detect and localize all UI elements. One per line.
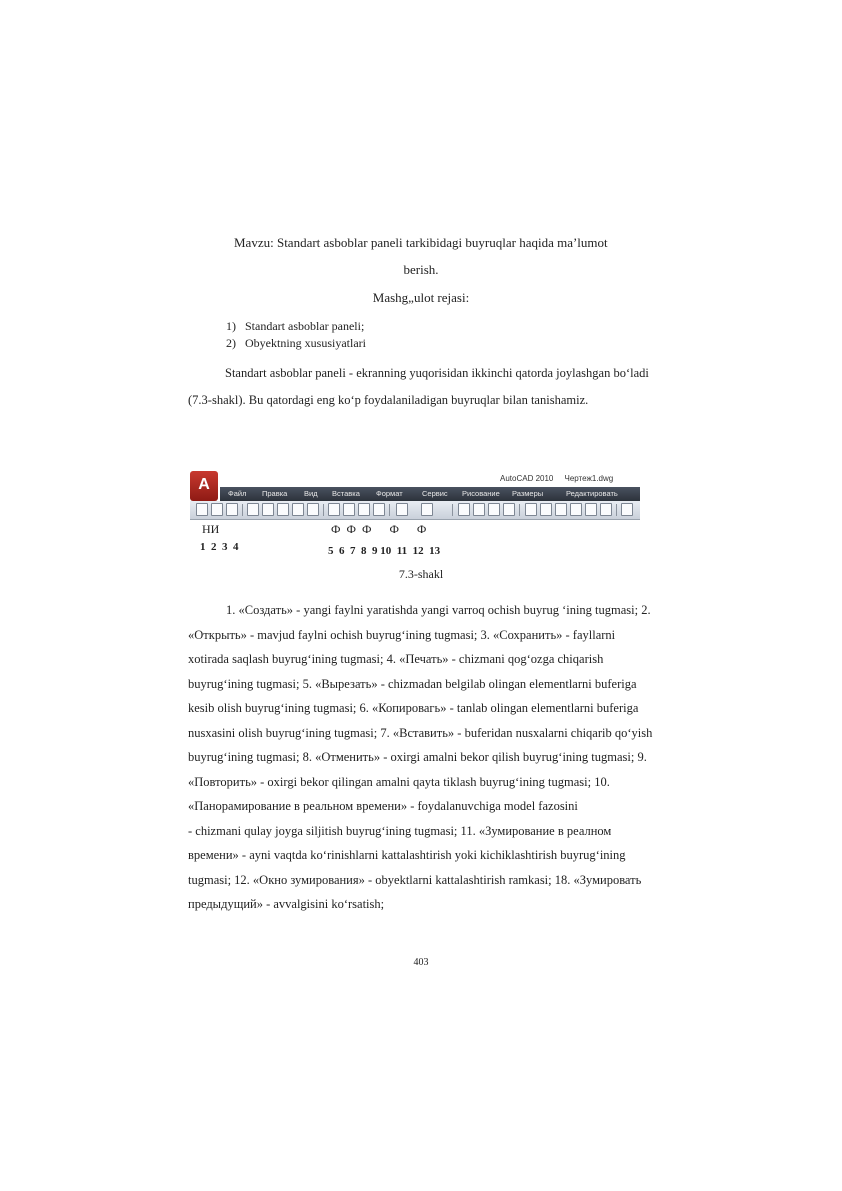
menu-modify: Редактировать <box>566 489 618 498</box>
redo-icon <box>421 503 433 516</box>
body-line: buyrug‘ining tugmasi; 5. «Вырезать» - chizmadan belgilab olingan elementlarni buferiga <box>188 676 637 691</box>
toolbar-separator <box>452 504 453 516</box>
design-center-icon <box>540 503 552 516</box>
open-icon <box>211 503 223 516</box>
button-numbers-right: 5 6 7 8 9 10 11 12 13 <box>328 545 441 557</box>
autocad-screenshot <box>190 471 640 528</box>
menu-insert: Вставка <box>332 489 360 498</box>
document-name: Чертеж1.dwg <box>564 474 614 483</box>
menu-file: Файл <box>228 489 247 498</box>
zoom-window-icon <box>488 503 500 516</box>
toolbar-separator <box>323 504 324 516</box>
title-line-2: berish. <box>403 262 439 277</box>
menu-draw: Рисование <box>462 489 500 498</box>
menu-dimensions: Размеры <box>512 489 544 498</box>
label-glyphs: Ф Ф Ф Ф Ф <box>331 522 427 536</box>
menu-bar <box>220 487 640 501</box>
label-left: НИ <box>202 522 220 536</box>
body-line: «Повторить» - oxirgi bekor qilingan amalni qayta tiklash buyrug‘ining tugmasi; 10. <box>188 774 610 789</box>
menu-format: Формат <box>376 489 403 498</box>
cut-icon <box>328 503 340 516</box>
print-icon <box>247 503 259 516</box>
toolbar-separator <box>519 504 520 516</box>
body-line: предыдущий» - avvalgisini ko‘rsatish; <box>188 897 385 911</box>
tool-palettes-icon <box>555 503 567 516</box>
figure-caption: 7.3-shakl <box>398 567 444 581</box>
body-text <box>188 598 657 917</box>
body-line: nusxasini olish buyrug‘ining tugmasi; 7. «Вставить» - buferidan nusxalarni chiqarib qo‘yish <box>188 725 653 740</box>
title-bar <box>190 471 640 487</box>
plan-heading: Mashg„ulot rejasi: <box>372 290 470 305</box>
app-title <box>500 474 613 483</box>
plan-item <box>226 318 366 335</box>
body-line: «Панорамирование в реальном времени» - foydalanuvchiga model fazosini <box>188 799 578 813</box>
new-icon <box>196 503 208 516</box>
menu-service: Сервис <box>422 489 448 498</box>
calculator-icon <box>600 503 612 516</box>
save-icon <box>226 503 238 516</box>
plan-item-text: Standart asboblar paneli; <box>245 319 365 333</box>
autocad-logo-icon: A <box>190 471 218 501</box>
intro-paragraph <box>188 360 656 414</box>
intro-line-2: (7.3-shakl). Bu qatordagi eng ko‘p foydalaniladigan buyruqlar bilan tanishamiz. <box>188 393 589 407</box>
body-line: kesib olish buyrug‘ining tugmasi; 6. «Копировагь» - tanlab olingan elementlarni buferiga <box>188 701 639 715</box>
paste-icon <box>358 503 370 516</box>
toolbar-separator <box>616 504 617 516</box>
body-line: - chizmani qulay joyga siljitish buyrug‘ining tugmasi; 11. «Зумирование в реалном <box>188 823 612 838</box>
zoom-previous-icon <box>503 503 515 516</box>
plan-item-number: 2) <box>226 336 236 350</box>
plan-item-number: 1) <box>226 319 236 333</box>
page-number: 403 <box>413 957 429 968</box>
body-line: 1. «Создать» - yangi faylni yaratishda yangi varroq ochish buyrug ‘ining tugmasi; 2. <box>226 603 651 617</box>
standard-toolbar <box>190 501 640 520</box>
intro-line-1: Standart asboblar paneli - ekranning yuqorisidan ikkinchi qatorda joylashgan bo‘ladi <box>225 366 649 380</box>
title-line-1: Mavzu: Standart asboblar paneli tarkibidagi buyruqlar haqida ma’lumot <box>234 235 608 250</box>
body-line: tugmasi; 12. «Окно зумирования» - obyektlarni kattalashtirish ramkasi; 18. «Зумировать <box>188 872 642 887</box>
menu-edit: Правка <box>262 489 288 498</box>
plan-item-text: Obyektning xususiyatlari <box>245 336 366 350</box>
body-line: xotirada saqlash buyrug‘ining tugmasi; 4. «Печать» - chizmani qog‘ozga chiqarish <box>188 652 604 666</box>
toolbar-separator <box>389 504 390 516</box>
body-line: времени» - ayni vaqtda ko‘rinishlarni kattalashtirish yoki kichiklashtirish buyrug‘ining <box>188 848 626 862</box>
sheet-set-icon <box>570 503 582 516</box>
pan-icon <box>458 503 470 516</box>
help-icon <box>621 503 633 516</box>
body-line: buyrug‘ining tugmasi; 8. «Отменить» - oxirgi amalni bekor qilish buyrug‘ining tugmasi; 9. <box>188 750 647 764</box>
undo-icon <box>396 503 408 516</box>
app-name: AutoCAD 2010 <box>500 474 554 483</box>
body-line: «Открыть» - mavjud faylni ochish buyrug‘ining tugmasi; 3. «Сохранить» - fayllarni <box>188 627 616 642</box>
publish-icon <box>277 503 289 516</box>
toolbar-separator <box>242 504 243 516</box>
preview-icon <box>262 503 274 516</box>
zoom-realtime-icon <box>473 503 485 516</box>
match-icon <box>373 503 385 516</box>
markup-icon <box>585 503 597 516</box>
menu-view: Вид <box>304 489 318 498</box>
3d-icon <box>307 503 319 516</box>
plan-item <box>226 335 366 352</box>
copy-icon <box>343 503 355 516</box>
plot-icon <box>292 503 304 516</box>
button-numbers-left: 1 2 3 4 <box>200 541 239 553</box>
properties-icon <box>525 503 537 516</box>
plan-list <box>226 318 366 352</box>
